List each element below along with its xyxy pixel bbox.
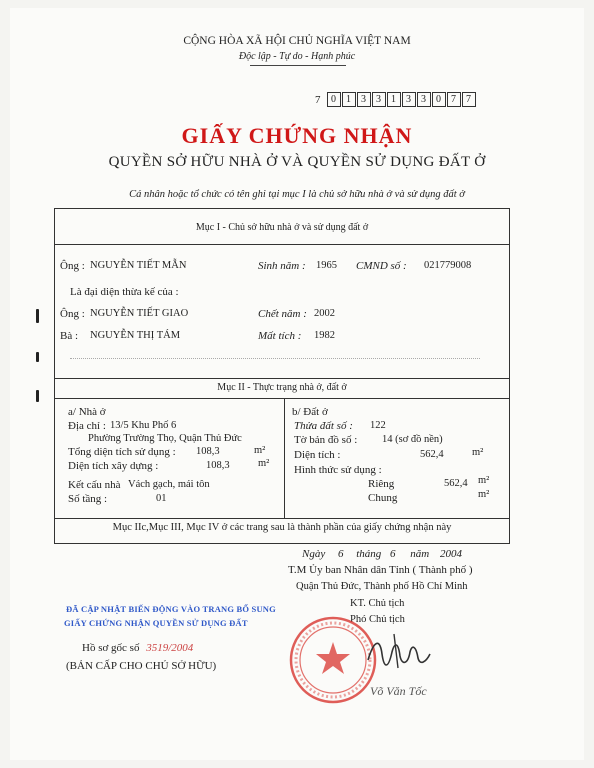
serial-digit: 1 [387, 92, 401, 107]
map-value: 14 (sơ đồ nền) [382, 434, 443, 445]
build-area: 108,3 [206, 460, 230, 471]
house-title: a/ Nhà ở [68, 406, 106, 418]
serial-number [315, 92, 477, 107]
parcel-value: 122 [370, 420, 386, 431]
year-value: 2004 [440, 548, 462, 560]
section1-heading: Mục I - Chủ sở hữu nhà ở và sử dụng đất ở [195, 222, 369, 233]
binding-mark [36, 390, 39, 402]
land-area-unit: m² [472, 447, 484, 458]
serial-digit: 3 [402, 92, 416, 107]
update-stamp-line1: ĐÃ CẬP NHẬT BIẾN ĐỘNG VÀO TRANG BỔ SUNG [66, 604, 276, 614]
file-number-value: 3519/2004 [146, 642, 194, 654]
file-label: Hồ sơ gốc số [82, 642, 140, 654]
binding-mark [36, 352, 39, 362]
floors-value: 01 [156, 493, 167, 504]
serial-digit: 3 [417, 92, 431, 107]
death-year: 2002 [314, 308, 335, 319]
total-area-unit: m² [254, 445, 266, 456]
serial-digit: 0 [432, 92, 446, 107]
owner-name: NGUYỄN TIẾT MẪN [90, 260, 187, 271]
land-area-label: Diện tích : [294, 449, 341, 461]
shared-label: Chung [368, 492, 398, 504]
day-value: 6 [337, 548, 344, 560]
file-number [82, 642, 193, 654]
serial-digit: 3 [372, 92, 386, 107]
serial-digit: 0 [327, 92, 341, 107]
address-line1: 13/5 Khu Phố 6 [110, 420, 177, 431]
missing-label: Mất tích : [258, 330, 302, 342]
certificate-subtitle: QUYỀN SỞ HỮU NHÀ Ở VÀ QUYỀN SỬ DỤNG ĐẤT Ở [108, 154, 486, 170]
map-label: Tờ bản đồ số : [294, 434, 358, 446]
issued-to: (BẢN CẤP CHO CHỦ SỞ HỮU) [66, 660, 217, 672]
birth-label: Sinh năm : [258, 260, 306, 272]
footer-note: Mục IIc,Mục III, Mục IV ở các trang sau là thành phần của giấy chứng nhận này [112, 522, 452, 533]
month-label: tháng [356, 548, 382, 560]
authority-line1: T.M Ủy ban Nhân dân Tỉnh ( Thành phố ) [288, 564, 473, 576]
section2-divider [54, 398, 510, 399]
mother-name: NGUYỄN THỊ TÁM [90, 330, 181, 341]
binding-mark [36, 309, 39, 323]
update-stamp-line2: GIẤY CHỨNG NHẬN QUYỀN SỬ DỤNG ĐẤT [64, 618, 248, 628]
father-label: Ông : [60, 308, 85, 320]
shared-area-unit: m² [478, 489, 490, 500]
vice-chairman: Phó Chủ tịch [350, 614, 405, 625]
floors-label: Số tầng : [68, 493, 108, 505]
id-number: 021779008 [424, 260, 472, 271]
parcel-label: Thửa đất số : [294, 420, 353, 432]
build-area-label: Diện tích xây dựng : [68, 460, 159, 472]
certificate-page [10, 8, 584, 760]
heir-label: Là đại diện thừa kế của : [70, 286, 179, 298]
missing-year: 1982 [314, 330, 335, 341]
private-area: 562,4 [444, 478, 468, 489]
footer-divider [54, 518, 510, 519]
address-line2: Phường Trường Thọ, Quận Thủ Đức [88, 433, 242, 444]
section2-top [54, 378, 510, 379]
signer-name: Võ Văn Tốc [370, 684, 427, 698]
motto-underline [250, 65, 346, 66]
intro-text: Cá nhân hoặc tổ chức có tên ghi tại mục I là chủ sở hữu nhà ở và sử dụng đất ở [129, 189, 465, 200]
serial-digit: 7 [462, 92, 476, 107]
section1-divider [54, 244, 510, 245]
usage-label: Hình thức sử dụng : [294, 464, 382, 476]
authority-line2: Quận Thủ Đức, Thành phố Hồ Chí Minh [296, 581, 468, 592]
serial-digit: 3 [357, 92, 371, 107]
content-frame [54, 208, 510, 544]
day-label: Ngày [302, 548, 326, 560]
land-title: b/ Đất ở [292, 406, 328, 418]
signing-date [302, 548, 462, 560]
death-label: Chết năm : [258, 308, 307, 320]
owner-label: Ông : [60, 260, 85, 272]
structure-label: Kết cấu nhà [68, 479, 121, 491]
total-area: 108,3 [196, 446, 220, 457]
birth-year: 1965 [316, 260, 337, 271]
year-label: năm [410, 548, 430, 560]
serial-digit: 7 [447, 92, 461, 107]
serial-lead: 7 [315, 93, 321, 106]
father-name: NGUYỄN TIẾT GIAO [90, 308, 189, 319]
private-area-unit: m² [478, 475, 490, 486]
address-label: Địa chỉ : [68, 420, 106, 432]
private-label: Riêng [368, 478, 395, 490]
section2-column-divider [284, 398, 285, 518]
certificate-title: GIẤY CHỨNG NHẬN [181, 123, 413, 148]
signature-scribble [364, 630, 434, 676]
build-area-unit: m² [258, 458, 270, 469]
month-value: 6 [390, 548, 396, 560]
mother-label: Bà : [60, 330, 79, 342]
nation-header: CỘNG HÒA XÃ HỘI CHỦ NGHĨA VIỆT NAM [183, 35, 411, 47]
serial-digit: 1 [342, 92, 356, 107]
blank-line [70, 358, 480, 359]
land-area: 562,4 [420, 449, 444, 460]
motto: Độc lập - Tự do - Hạnh phúc [238, 51, 356, 62]
total-area-label: Tổng diện tích sử dụng : [68, 446, 176, 458]
id-label: CMND số : [356, 260, 407, 272]
structure-value: Vách gạch, mái tôn [128, 479, 210, 490]
section2-heading: Mục II - Thực trạng nhà ở, đất ở [217, 382, 347, 393]
on-behalf: KT. Chủ tịch [350, 598, 405, 609]
